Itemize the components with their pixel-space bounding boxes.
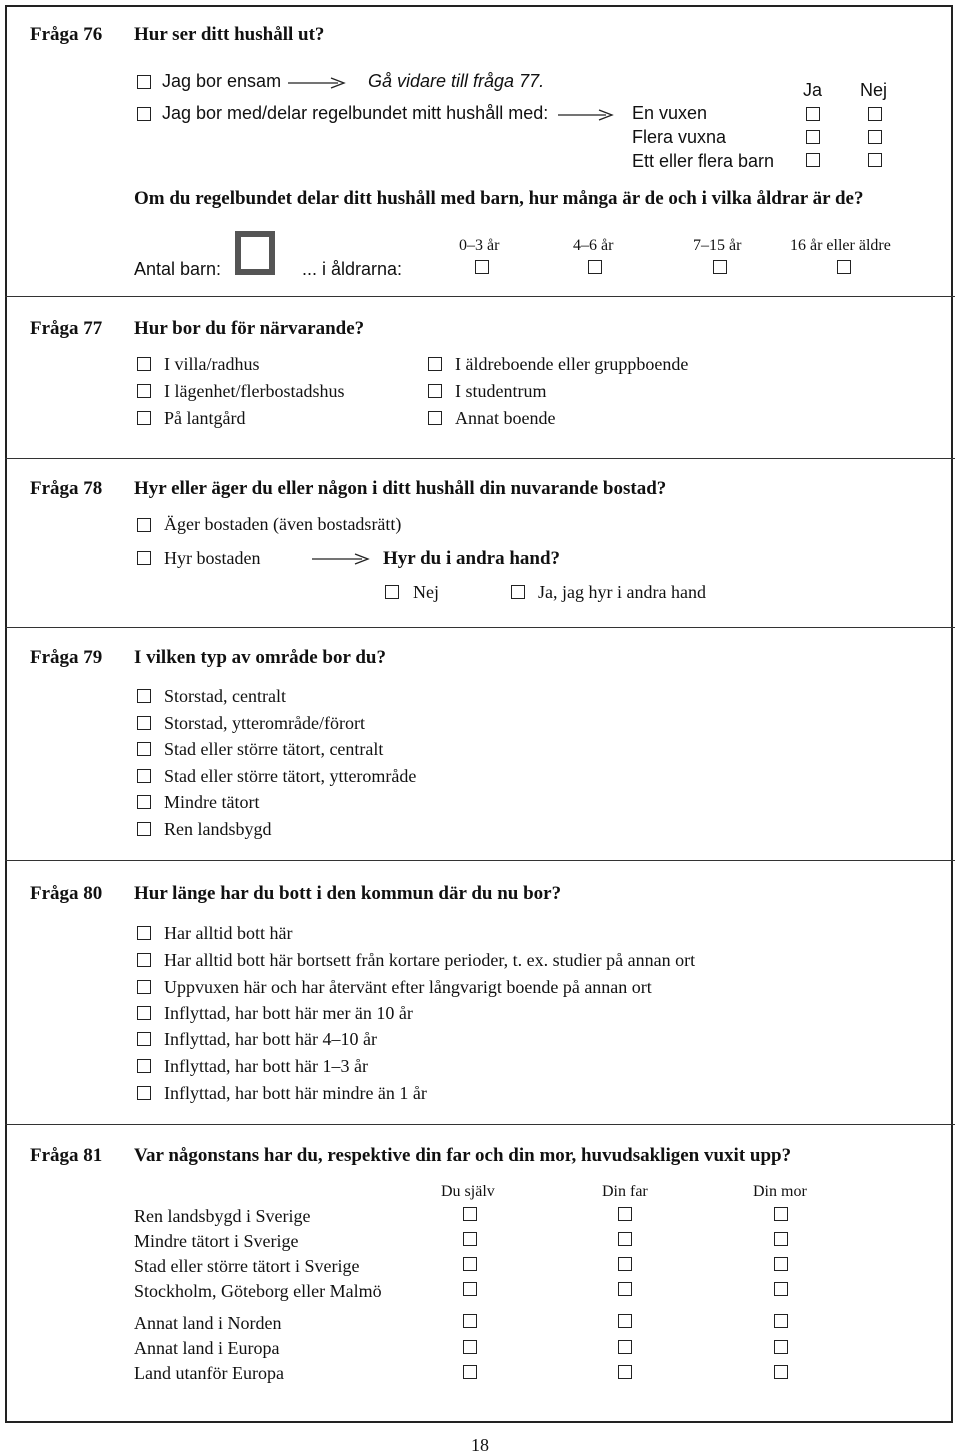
q80-option-checkbox[interactable]: [137, 1032, 151, 1046]
q81-row-label: Ren landsbygd i Sverige: [134, 1206, 311, 1226]
q76-row3-nej-checkbox[interactable]: [868, 153, 882, 167]
q76-age4-checkbox[interactable]: [837, 260, 851, 274]
q77-question: Hur bor du för närvarande?: [134, 318, 365, 339]
section-divider: [5, 296, 955, 297]
q81-row-label: Land utanför Europa: [134, 1363, 284, 1383]
q81-father-checkbox[interactable]: [618, 1232, 632, 1246]
q81-father-checkbox[interactable]: [618, 1207, 632, 1221]
q77-lagenhet-checkbox[interactable]: [137, 384, 151, 398]
q77-option-label: I äldreboende eller gruppboende: [455, 354, 689, 374]
q76-question: Hur ser ditt hushåll ut?: [134, 24, 325, 45]
q80-option-label: Inflyttad, har bott här 4–10 år: [164, 1029, 377, 1049]
section-divider: [5, 458, 955, 459]
q78-question: Hyr eller äger du eller någon i ditt hushåll din nuvarande bostad?: [134, 478, 667, 499]
q80-option-checkbox[interactable]: [137, 980, 151, 994]
q76-col-ja: Ja: [803, 80, 823, 100]
q77-annat-checkbox[interactable]: [428, 411, 442, 425]
section-divider: [5, 860, 955, 861]
q76-row2-nej-checkbox[interactable]: [868, 130, 882, 144]
q80-option-checkbox[interactable]: [137, 1059, 151, 1073]
q80-option-checkbox[interactable]: [137, 926, 151, 940]
q76-age2-checkbox[interactable]: [588, 260, 602, 274]
q79-option-label: Mindre tätort: [164, 792, 260, 812]
q81-self-checkbox[interactable]: [463, 1282, 477, 1296]
q79-option-checkbox[interactable]: [137, 795, 151, 809]
q80-option-label: Inflyttad, har bott här mer än 10 år: [164, 1003, 413, 1023]
q76-children-question: Om du regelbundet delar ditt hushåll med barn, hur många är de och i vilka åldrar är de?: [134, 188, 864, 209]
q79-option-checkbox[interactable]: [137, 716, 151, 730]
q79-option-checkbox[interactable]: [137, 742, 151, 756]
q77-villa-checkbox[interactable]: [137, 357, 151, 371]
q76-col-nej: Nej: [860, 80, 888, 100]
q81-mother-checkbox[interactable]: [774, 1340, 788, 1354]
q76-age3-checkbox[interactable]: [713, 260, 727, 274]
q76-row2-ja-checkbox[interactable]: [806, 130, 820, 144]
q76-age-header: 16 år eller äldre: [790, 237, 891, 254]
q77-studentrum-checkbox[interactable]: [428, 384, 442, 398]
q76-alone-label: Jag bor ensam: [162, 71, 282, 91]
q76-age1-checkbox[interactable]: [475, 260, 489, 274]
q76-row3-ja-checkbox[interactable]: [806, 153, 820, 167]
q76-alone-checkbox[interactable]: [137, 75, 151, 89]
q81-mother-checkbox[interactable]: [774, 1282, 788, 1296]
q79-option-label: Stad eller större tätort, ytterområde: [164, 766, 417, 786]
q81-father-checkbox[interactable]: [618, 1340, 632, 1354]
q80-option-checkbox[interactable]: [137, 1006, 151, 1020]
q77-number: Fråga 77: [30, 318, 103, 339]
q80-question: Hur länge har du bott i den kommun där du nu bor?: [134, 883, 562, 904]
q80-option-checkbox[interactable]: [137, 953, 151, 967]
q77-aldreboende-checkbox[interactable]: [428, 357, 442, 371]
q80-option-label: Uppvuxen här och har återvänt efter långvarigt boende på annan ort: [164, 977, 652, 997]
q81-row-label: Mindre tätort i Sverige: [134, 1231, 299, 1251]
q80-number: Fråga 80: [30, 883, 103, 904]
q80-option-label: Har alltid bott här: [164, 923, 293, 943]
q81-self-checkbox[interactable]: [463, 1365, 477, 1379]
q78-rent-label: Hyr bostaden: [164, 548, 261, 568]
q76-shared-checkbox[interactable]: [137, 107, 151, 121]
arrow-icon: [288, 77, 348, 89]
q76-row-label: Ett eller flera barn: [632, 151, 775, 171]
q81-row-label: Annat land i Europa: [134, 1338, 280, 1358]
q78-rent-checkbox[interactable]: [137, 551, 151, 565]
q81-self-checkbox[interactable]: [463, 1232, 477, 1246]
section-divider: [5, 627, 955, 628]
q76-aldrar-label: ... i åldrarna:: [302, 259, 403, 279]
q79-number: Fråga 79: [30, 647, 103, 668]
q76-antal-label: Antal barn:: [134, 259, 222, 279]
q76-age-header: 7–15 år: [693, 237, 742, 254]
q79-option-checkbox[interactable]: [137, 822, 151, 836]
q81-father-checkbox[interactable]: [618, 1314, 632, 1328]
q79-option-label: Stad eller större tätort, centralt: [164, 739, 384, 759]
q81-self-checkbox[interactable]: [463, 1207, 477, 1221]
q81-father-checkbox[interactable]: [618, 1282, 632, 1296]
q78-sub-no-checkbox[interactable]: [385, 585, 399, 599]
arrow-icon: [558, 109, 618, 121]
q78-sub-yes-checkbox[interactable]: [511, 585, 525, 599]
q78-sub-no-label: Nej: [413, 582, 439, 602]
q81-question: Var någonstans har du, respektive din far och din mor, huvudsakligen vuxit upp?: [134, 1145, 792, 1166]
q76-antal-input[interactable]: [235, 231, 275, 275]
q81-col-header: Du själv: [441, 1183, 495, 1200]
q81-number: Fråga 81: [30, 1145, 103, 1166]
q81-mother-checkbox[interactable]: [774, 1207, 788, 1221]
q81-col-header: Din far: [602, 1183, 648, 1200]
q77-option-label: I villa/radhus: [164, 354, 260, 374]
q78-sub-yes-label: Ja, jag hyr i andra hand: [538, 582, 706, 602]
q80-option-label: Inflyttad, har bott här mindre än 1 år: [164, 1083, 427, 1103]
q81-mother-checkbox[interactable]: [774, 1257, 788, 1271]
q77-option-label: På lantgård: [164, 408, 246, 428]
q79-option-label: Ren landsbygd: [164, 819, 272, 839]
page-number: 18: [471, 1435, 489, 1455]
q78-number: Fråga 78: [30, 478, 103, 499]
arrow-icon: [312, 553, 374, 565]
q79-option-checkbox[interactable]: [137, 769, 151, 783]
q76-row1-nej-checkbox[interactable]: [868, 107, 882, 121]
q79-question: I vilken typ av område bor du?: [134, 647, 386, 668]
q81-row-label: Stockholm, Göteborg eller Malmö: [134, 1281, 382, 1301]
q78-own-label: Äger bostaden (även bostadsrätt): [164, 514, 402, 534]
q81-mother-checkbox[interactable]: [774, 1232, 788, 1246]
q79-option-checkbox[interactable]: [137, 689, 151, 703]
q79-option-label: Storstad, ytterområde/förort: [164, 713, 365, 733]
q77-option-label: Annat boende: [455, 408, 556, 428]
q77-option-label: I lägenhet/flerbostadshus: [164, 381, 345, 401]
q76-row-label: En vuxen: [632, 103, 708, 123]
q80-option-label: Har alltid bott här bortsett från kortare perioder, t. ex. studier på annan ort: [164, 950, 696, 970]
q81-col-header: Din mor: [753, 1183, 807, 1200]
q80-option-checkbox[interactable]: [137, 1086, 151, 1100]
q76-number: Fråga 76: [30, 24, 103, 45]
q81-father-checkbox[interactable]: [618, 1257, 632, 1271]
q76-row1-ja-checkbox[interactable]: [806, 107, 820, 121]
q77-lantgard-checkbox[interactable]: [137, 411, 151, 425]
section-divider: [5, 1124, 955, 1125]
q81-self-checkbox[interactable]: [463, 1257, 477, 1271]
q76-skip-note: Gå vidare till fråga 77.: [368, 71, 545, 91]
q81-row-label: Annat land i Norden: [134, 1313, 282, 1333]
q77-option-label: I studentrum: [455, 381, 547, 401]
q78-own-checkbox[interactable]: [137, 518, 151, 532]
q76-row-label: Flera vuxna: [632, 127, 727, 147]
q81-self-checkbox[interactable]: [463, 1314, 477, 1328]
q78-sub-question: Hyr du i andra hand?: [383, 548, 561, 569]
q76-shared-label: Jag bor med/delar regelbundet mitt hushåll med:: [162, 103, 549, 123]
q81-mother-checkbox[interactable]: [774, 1365, 788, 1379]
q81-father-checkbox[interactable]: [618, 1365, 632, 1379]
q81-self-checkbox[interactable]: [463, 1340, 477, 1354]
q81-row-label: Stad eller större tätort i Sverige: [134, 1256, 360, 1276]
q76-age-header: 4–6 år: [573, 237, 614, 254]
q80-option-label: Inflyttad, har bott här 1–3 år: [164, 1056, 368, 1076]
q79-option-label: Storstad, centralt: [164, 686, 286, 706]
q76-age-header: 0–3 år: [459, 237, 500, 254]
q81-mother-checkbox[interactable]: [774, 1314, 788, 1328]
